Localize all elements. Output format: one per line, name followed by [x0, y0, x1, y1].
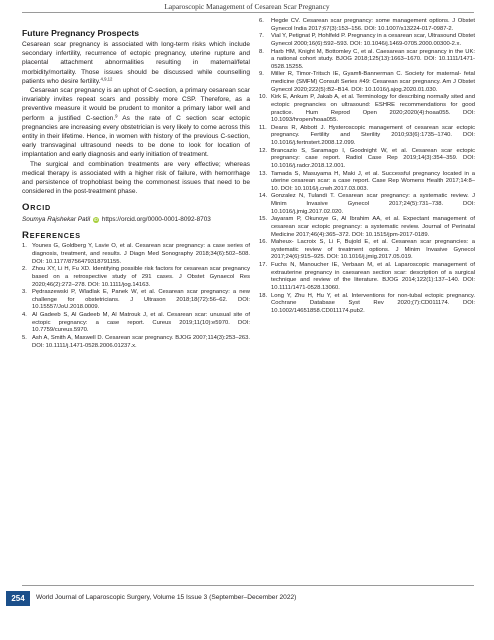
reference-item — [259, 33, 475, 48]
reference-text: Zhou XY, Li H, Fu XD. Identifying possible risk factors for cesarean scar pregnancy based on a retrospective study of 291 cases. J Obstet Gynaecol Res 2020;46(2):272–278. DOI: 10.1111/jog.14163. — [32, 266, 250, 288]
page-number: 254 — [6, 591, 30, 606]
reference-item — [259, 171, 475, 194]
reference-number: 3. — [22, 289, 27, 296]
reference-item — [22, 243, 250, 266]
reference-number: 12. — [259, 147, 268, 154]
reference-text: Pędraszewski P, Wladlak E, Panek W, et al. Cesarean scar pregnancy: a new challenge for obstetricians. J Ultrason 2018;18(72):56–62. DOI: 10.15557/JoU.2018.0009. — [32, 289, 250, 311]
reference-text: Fuchs N, Manoucher IE, Verbaan M, et al. Laparoscopic management of extrauterine pregnancy in caesarean section scar: description of a surgical technique and review of the literature. BJOG 2014;122(1):137–140. DOI: 10.1111/1471-0528.13060. — [271, 262, 475, 291]
reference-text: Vial Y, Petignat P, Hohlfeld P. Pregnancy in a cesarean scar, Ultrasound Obstet Gynecol 2000;16(6):592–593. DOI: 10.1046/j.1469-0705.2000.00300-2.x. — [271, 33, 475, 47]
reference-number: 13. — [259, 170, 268, 177]
left-column — [22, 18, 250, 350]
reference-item — [259, 148, 475, 171]
reference-item — [22, 266, 250, 289]
reference-text: Deans R, Abbott J. Hysteroscopic management of cesarean scar ectopic pregnancy. Fertility and Sterility 2010;93(6):1735–1740. DOI: 10.1016/j.fertnstert.2008.12.099. — [271, 124, 475, 146]
reference-item — [259, 125, 475, 148]
reference-number: 15. — [259, 216, 268, 223]
reference-text: Al Gadeeb S, Al Gadeeb M, Al Matrouk J, et al. Cesarean scar: unusual site of ectopic pregnancy: a case report. Cureus 2019;11(10):e5970. DOI: 10.7759/cureus.5970. — [32, 312, 250, 334]
reference-number: 6. — [259, 18, 264, 24]
reference-text: Ash A, Smith A, Maxwell D. Cesarean scar pregnancy. BJOG 2007;114(3):253–263. DOI: 10.1111/j.1471-0528.2006.01237.x. — [32, 334, 250, 349]
reference-number: 11. — [259, 124, 267, 131]
reference-item — [259, 71, 475, 94]
reference-text: Miller R, Timor-Tritsch IE, Gyamfi-Bannerman C. Society for maternal- fetal medicine (SMFM) Consult Series #49: Cesarean scar pregnancy. Am J Obstet Gynecol 2020;222(5):B2–B14. DOI: 10.1016/j.ajog.2020.01.030. — [271, 71, 475, 93]
future-prospects-heading: Future Pregnancy Prospects — [22, 28, 140, 38]
reference-item — [259, 216, 475, 239]
orcid-heading — [22, 202, 250, 213]
reference-number: 18. — [259, 292, 268, 299]
references-heading-rest: EFERENCES — [29, 231, 81, 241]
orcid-link[interactable]: https://orcid.org/0000-0001-8092-8703 — [101, 216, 211, 224]
reference-number: 14. — [259, 193, 268, 200]
references-heading — [22, 230, 250, 241]
orcid-line — [22, 215, 250, 224]
reference-text: Maheux- Lacroix S, Li F, Bujold E, et al. Cesarean scar pregnancies: a systematic review of treatment options. J Minim Invasive Gynecol 2017;24(6):915–925. DOI: 10.1016/j.jmig.2017.05.019. — [271, 239, 475, 261]
reference-number: 17. — [259, 262, 268, 268]
references-heading-initial: R — [22, 230, 30, 242]
reference-item — [259, 239, 475, 262]
reference-number: 8. — [259, 48, 264, 55]
reference-number: 7. — [259, 33, 264, 40]
reference-number: 16. — [259, 239, 268, 246]
reference-item — [259, 18, 475, 33]
reference-text: Harb HM, Knight M, Bottomley C, et al. Caesarean scar pregnancy in the UK: a national cohort study. BJOG 2018;125(13):1663–1670. DOI: 10.1111/1471-0528.15255. — [271, 48, 475, 70]
right-column — [259, 18, 475, 315]
references-list-left — [22, 243, 250, 350]
reference-text: Hegde CV. Cesarean scar pregnancy: some management options. J Obstet Gynecol India 2017;67(3):153–156. DOI: 10.1007/s13224-017-0987-2. — [271, 18, 475, 32]
future-prospects-paragraph-2: Cesarean scar pregnancy is an uphot of C-section, a primary cesarean scar invariably invites repeat scars and possibly more CSP. Therefore, as a preventive measure it would be prudent to monitor a primary labor well and perform a justified C-section.$^9$ As the rate of C section scar ectopic pregnancies are increasing every obstetrician is very likely to come across this entity in their lifetime. Hence, in women with history of the previous C-section, early transvaginal ultrasound needs to be done to look for location of implantation and early diagnosis and early initiation of treatment. — [22, 87, 250, 159]
orcid-icon: iD — [93, 217, 99, 223]
citation-superscript: 4,9,12 — [100, 76, 113, 82]
reference-item — [22, 312, 250, 335]
reference-text: Brancazio S, Saramago I, Goodnight W, et al. Cesarean scar ectopic pregnancy: case report. Radiol Case Rep 2019;14(3):354–359. DOI: 10.1016/j.radcr.2018.12.001. — [271, 147, 475, 169]
references-list-right — [259, 18, 475, 315]
reference-item — [259, 193, 475, 216]
citation-superscript: 9 — [115, 113, 118, 119]
orcid-heading-initial: O — [22, 202, 31, 214]
reference-item — [259, 94, 475, 125]
reference-item — [22, 289, 250, 312]
running-head: Laparoscopic Management of Cesarean Scar Pregnancy — [164, 2, 330, 11]
reference-item — [259, 262, 475, 293]
future-prospects-paragraph-3: The surgical and combination treatments are very effective; whereas medical therapy is associated with a higher risk of failure, with hemorrhage and persistence of trophoblast being the commonest issues that need to be considered in the post-treatment phase. — [22, 160, 250, 196]
reference-text: Gonzalez N, Tulandi T. Cesarean scar pregnancy: a systematic review. J Minim Invasive Gynecol 2017;24(5):731–738. DOI: 10.1016/j.jmig.2017.02.020. — [271, 193, 475, 215]
future-prospects-paragraph-1: Cesarean scar pregnancy is associated with long-term risks which include secondary infertility, recurrence of ectopic pregnancy, uterine rupture and placental attachment abnormalities resulting in maternal/fetal morbidity/mortality. Those issues should be discussed while counselling patients who desire fertility.$^{4,9,12}$ — [22, 41, 250, 85]
orcid-author: Soumya Rajshekar Patil — [22, 216, 91, 224]
reference-text: Long Y, Zhu H, Hu Y, et al. Interventions for non-tubal ectopic pregnancy. Cochrane Database Syst Rev 2020;(7):CD011174. DOI: 10.1002/14651858.CD011174.pub2. — [271, 292, 475, 314]
orcid-heading-rest: RCID — [30, 203, 52, 213]
journal-footer: World Journal of Laparoscopic Surgery, Volume 15 Issue 3 (September–December 2022) — [36, 594, 297, 601]
header-rule — [22, 12, 474, 13]
reference-number: 1. — [22, 243, 27, 250]
reference-text: Jayaram P, Okunoye G, Al Ibrahim AA, et al. Expectant management of cesarean scar ectopic pregnancy: a systematic review. Journal of Perinatal Medicine 2017;46(4):365–372. DOI: 10.1515/jpm-2017-0189. — [271, 216, 475, 238]
reference-text: Tamada S, Masuyama H, Maki J, et al. Successful pregnancy located in a uterine cesarean scar: a case report. Case Rep Womens Health 2017;14:8–10. DOI: 10.1016/j.crwh.2017.03.003. — [271, 170, 475, 192]
footer-rule — [22, 585, 474, 586]
reference-number: 4. — [22, 312, 27, 319]
reference-item — [259, 293, 475, 316]
reference-item — [22, 335, 250, 350]
reference-item — [259, 49, 475, 72]
reference-number: 2. — [22, 266, 27, 273]
reference-text: Kirk E, Ankum P, Jakab A, et al. Terminology for describing normally sited and ectopic pregnancies on ultrasound: ESHRE recommendations for good practice. Hum Reprod Open 2020;2020(4):hoaa055. DOI: 10.1093/hropen/hoaa055. — [271, 94, 475, 124]
reference-number: 9. — [259, 71, 264, 78]
reference-number: 5. — [22, 334, 27, 341]
reference-text: Younes G, Goldberg Y, Lavie O, et al. Cesarean scar pregnancy: a case series of diagnosis, treatment, and results. J Diagn Med Sonography 2018;34(6):502–508. DOI: 10.1177/8756479318791155. — [32, 243, 250, 265]
reference-number: 10. — [259, 94, 268, 101]
